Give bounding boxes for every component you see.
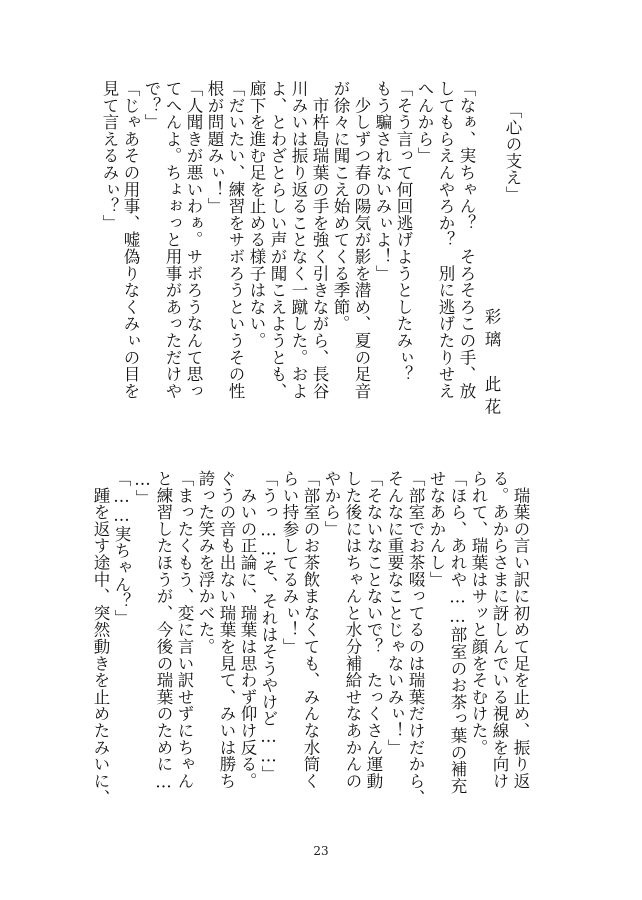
text-column: せなあかんし」 bbox=[427, 470, 446, 588]
text-column: してもらえんやろか？ 別に逃げたりせえ bbox=[436, 80, 455, 400]
story-title: 「心の支え」 bbox=[503, 102, 522, 203]
text-column: …」 bbox=[133, 470, 152, 507]
text-column: 見て言えるみぃ？」 bbox=[100, 80, 119, 232]
text-column: 廊下を進む足を止める様子はない。 bbox=[247, 80, 266, 349]
text-column: よ、とわざとらしい声が聞こえようとも、 bbox=[268, 80, 287, 400]
text-column: もう騙されないみぃよ！」 bbox=[373, 80, 392, 282]
text-column: 「だいたい、練習をサボろうというその性 bbox=[226, 80, 245, 400]
text-column: 「部室のお茶飲まなくても、みんな水筒く bbox=[301, 470, 320, 790]
page-number: 23 bbox=[313, 844, 329, 858]
text-column: ぐうの音も出ない瑞葉を見て、みいは勝ち bbox=[217, 470, 236, 790]
text-column: やから」 bbox=[322, 470, 341, 538]
text-column: られて、瑞葉はサッと顔をそむけた。 bbox=[469, 470, 488, 756]
text-column: へんから」 bbox=[415, 80, 434, 164]
text-column: らい持参してるみぃ！」 bbox=[280, 470, 299, 655]
text-column: 「じゃあその用事、嘘偽りなくみぃの目を bbox=[121, 80, 140, 400]
text-column: 市杵島瑞葉の手を強く引きながら、長谷 bbox=[310, 80, 329, 400]
text-column: 「人聞きが悪いわぁ。サボろうなんて思っ bbox=[184, 80, 203, 400]
text-column: てへんよ。ちょぉっと用事があっただけや bbox=[163, 80, 182, 400]
text-column: 「そう言って何回逃げようとしたみぃ？ bbox=[394, 80, 413, 383]
text-column: 「そないなことないで？ たっくさん運動 bbox=[364, 470, 383, 790]
text-column: そんなに重要なことじゃないみぃ！」 bbox=[385, 470, 404, 756]
text-column: 「……実ちゃん？」 bbox=[112, 470, 131, 627]
text-column: 誇った笑みを浮かべた。 bbox=[196, 470, 215, 655]
text-column: 「ほら、あれや……部室のお茶っ葉の補充 bbox=[448, 470, 467, 795]
text-column: る。あからさまに訝しんでいる視線を向け bbox=[490, 470, 509, 790]
author-name: 彩璃 此花 bbox=[482, 308, 501, 421]
text-column: 少しずつ春の陽気が影を潜め、夏の足音 bbox=[352, 80, 371, 400]
text-column: 根が問題みぃ！」 bbox=[205, 80, 224, 215]
text-column: 「なぁ、実ちゃん？ そろそろこの手、放 bbox=[457, 80, 476, 400]
text-column: が徐々に聞こえ始めてくる季節。 bbox=[331, 80, 350, 332]
text-column: みいの正論に、瑞葉は思わず仰け反る。 bbox=[238, 470, 257, 790]
text-column: と練習したほうが、今後の瑞葉のために… bbox=[154, 470, 173, 792]
text-column: 踵を返す途中、突然動きを止めたみいに、 bbox=[91, 470, 110, 806]
text-column: 「うっ……そ、それはそうやけど……」 bbox=[259, 470, 278, 783]
text-column: 瑞葉の言い訳に初めて足を止め、振り返 bbox=[511, 470, 530, 790]
text-column: した後にはちゃんと水分補給せなあかんの bbox=[343, 470, 362, 790]
text-column: で？」 bbox=[142, 80, 161, 131]
text-column: 「まったくもう、変に言い訳せずにちゃん bbox=[175, 470, 194, 790]
text-column: 川みいは振り返ることなく一蹴した。およ bbox=[289, 80, 308, 400]
text-column: 「部室でお茶啜ってるのは瑞葉だけだから、 bbox=[406, 470, 425, 806]
